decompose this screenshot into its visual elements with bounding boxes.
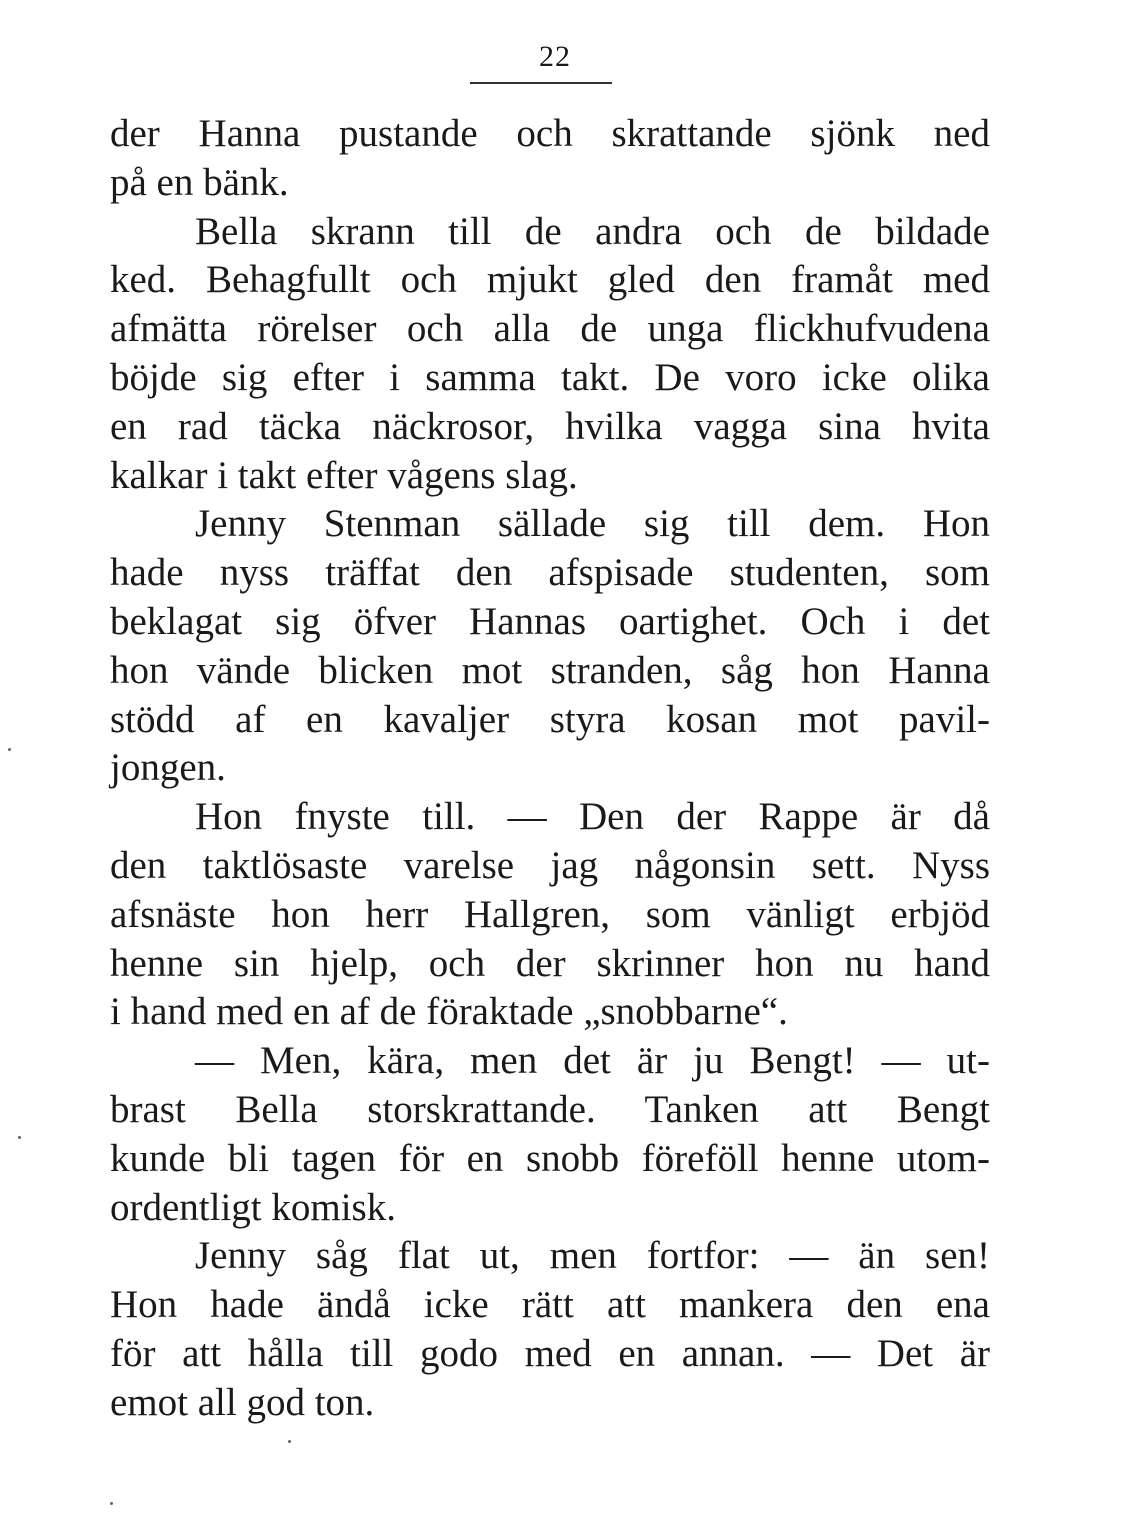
text-line: hade nyss träffat den afspisade studenten, som (110, 551, 990, 595)
page-number: 22 (539, 40, 571, 73)
text-line: den taktlösaste varelse jag någonsin sett. Nyss (110, 843, 990, 887)
text-line: en rad täcka näckrosor, hvilka vagga sina hvita (110, 404, 990, 448)
text-line: i hand med en af de föraktade „snobbarne“. (110, 990, 788, 1034)
text-line: Hon fnyste till. — Den der Rappe är då (195, 795, 990, 839)
text-line: Jenny såg flat ut, men fortfor: — än sen! (195, 1234, 990, 1278)
text-line: — Men, kära, men det är ju Bengt! — ut- (195, 1039, 990, 1083)
text-line: Bella skrann till de andra och de bildade (195, 209, 990, 253)
body-text (110, 110, 990, 1428)
text-line: på en bänk. (110, 160, 289, 204)
text-line: brast Bella storskrattande. Tanken att Bengt (110, 1087, 990, 1131)
text-line: för att hålla till godo med en annan. — Det är (110, 1331, 990, 1375)
text-line: böjde sig efter i samma takt. De voro icke olika (110, 355, 990, 399)
text-line: afsnäste hon herr Hallgren, som vänligt erbjöd (110, 892, 990, 936)
print-speck (110, 1502, 113, 1505)
header-rule (470, 82, 612, 84)
text-line: Jenny Stenman sällade sig till dem. Hon (195, 502, 990, 546)
text-line: hon vände blicken mot stranden, såg hon Hanna (110, 648, 990, 692)
text-line: ked. Behagfullt och mjukt gled den framåt med (110, 258, 990, 302)
print-speck (8, 748, 11, 751)
text-line: kunde bli tagen för en snobb föreföll henne utom- (110, 1136, 990, 1180)
text-line: afmätta rörelser och alla de unga flickhufvudena (110, 307, 990, 351)
print-speck (288, 1440, 291, 1443)
print-speck (18, 1136, 21, 1139)
text-line: kalkar i takt efter vågens slag. (110, 453, 578, 497)
text-line: emot all god ton. (110, 1380, 375, 1424)
text-line: Hon hade ändå icke rätt att mankera den ena (110, 1283, 990, 1327)
text-line: ordentligt komisk. (110, 1185, 396, 1229)
text-line: der Hanna pustande och skrattande sjönk ned (110, 112, 990, 155)
text-line: henne sin hjelp, och der skrinner hon nu hand (110, 941, 990, 985)
text-line: stödd af en kavaljer styra kosan mot pavil- (110, 697, 990, 741)
text-line: jongen. (110, 746, 226, 790)
text-line: beklagat sig öfver Hannas oartighet. Och i det (110, 599, 990, 643)
